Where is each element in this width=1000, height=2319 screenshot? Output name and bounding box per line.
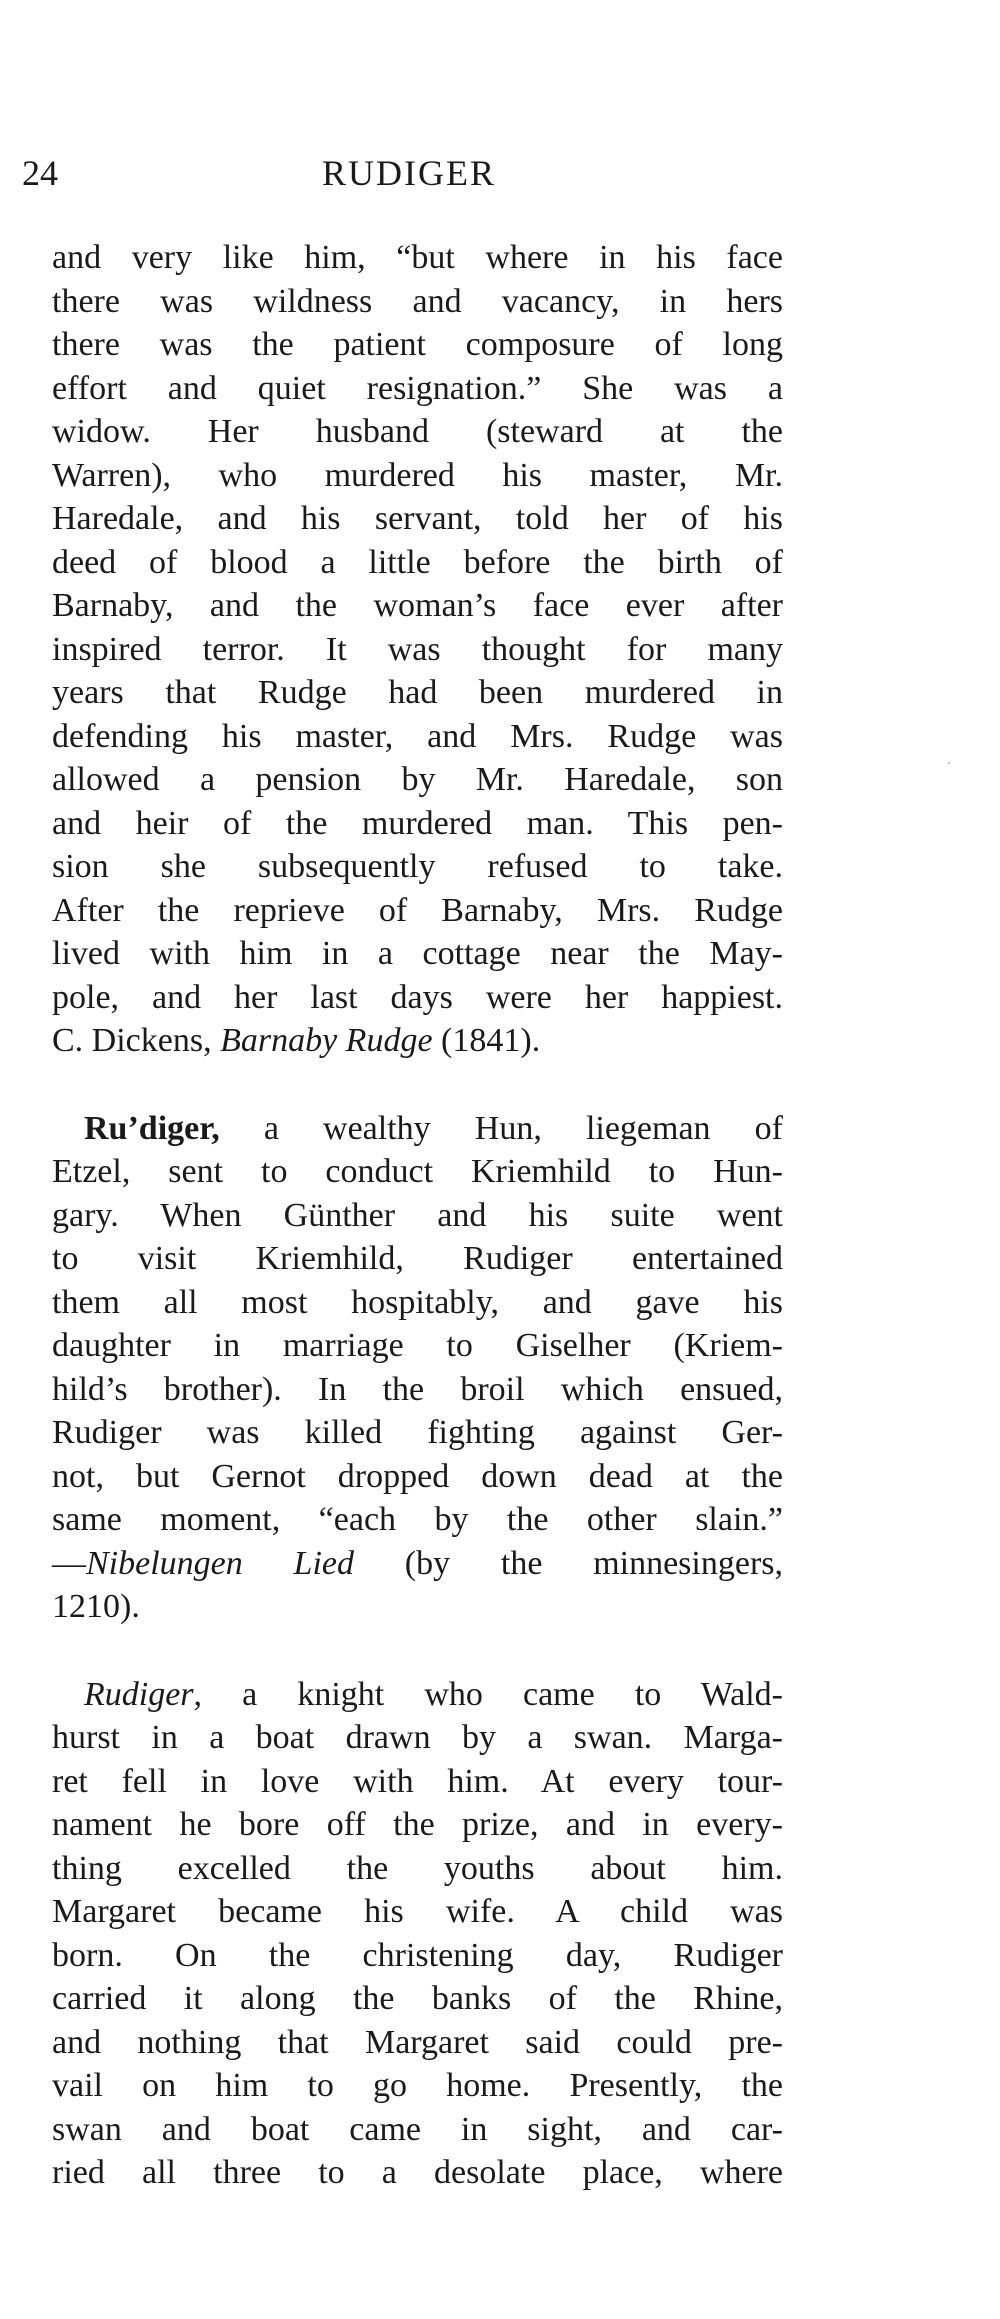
text-line: carried it along the banks of the Rhine, bbox=[52, 1980, 783, 2017]
paragraph-gap bbox=[52, 1629, 783, 1673]
text-block bbox=[52, 236, 783, 2195]
citation-work: Barnaby Rudge bbox=[220, 1022, 433, 1059]
text-line: inspired terror. It was thought for many bbox=[52, 630, 783, 668]
text-line: defending his master, and Mrs. Rudge was bbox=[52, 717, 783, 755]
text-line: daughter in marriage to Giselher (Kriem- bbox=[52, 1327, 783, 1364]
text-line: there was wildness and vacancy, in hers bbox=[52, 282, 783, 320]
text-line: and nothing that Margaret said could pre- bbox=[52, 2023, 783, 2061]
entry-barnaby-mother bbox=[52, 236, 783, 1063]
text-line: Etzel, sent to conduct Kriemhild to Hun- bbox=[52, 1153, 783, 1190]
running-title: RUDIGER bbox=[322, 153, 496, 193]
entry-rudiger-hun bbox=[52, 1107, 783, 1629]
text-line: Haredale, and his servant, told her of his bbox=[52, 500, 783, 537]
entry-first-line bbox=[52, 1673, 783, 1717]
text-line: Margaret became his wife. A child was bbox=[52, 1893, 783, 1930]
text-line: hild’s brother). In the broil which ensued, bbox=[52, 1370, 783, 1408]
text-line: same moment, “each by the other slain.” bbox=[52, 1501, 783, 1538]
paper-speck bbox=[948, 762, 950, 764]
text-line: lived with him in a cottage near the May- bbox=[52, 935, 783, 972]
text-line: Rudiger was killed fighting against Ger- bbox=[52, 1414, 783, 1451]
entry-first-line bbox=[52, 1107, 783, 1151]
paragraph-gap bbox=[52, 1063, 783, 1107]
text-line: born. On the christening day, Rudiger bbox=[52, 1936, 783, 1974]
citation-work: Nibelungen Lied bbox=[86, 1544, 354, 1582]
text-line: sion she subsequently refused to take. bbox=[52, 848, 783, 885]
text-line: allowed a pension by Mr. Haredale, son bbox=[52, 761, 783, 798]
citation-suffix: (by the minnesingers, bbox=[353, 1544, 783, 1582]
citation-prefix: C. Dickens, bbox=[52, 1022, 221, 1059]
text-line: swan and boat came in sight, and car- bbox=[52, 2110, 783, 2148]
text-line: effort and quiet resignation.” She was a bbox=[52, 369, 783, 407]
text-line: gary. When Günther and his suite went bbox=[52, 1196, 783, 1234]
text-line: to visit Kriemhild, Rudiger entertained bbox=[52, 1240, 783, 1277]
text-line: ried all three to a desolate place, where bbox=[52, 2154, 783, 2191]
text-run: a wealthy Hun, liegeman of bbox=[219, 1109, 783, 1147]
text-line: and heir of the murdered man. This pen- bbox=[52, 804, 783, 842]
text-line: hurst in a boat drawn by a swan. Marga- bbox=[52, 1719, 783, 1756]
citation-line bbox=[52, 1019, 783, 1063]
text-line: pole, and her last days were her happiest. bbox=[52, 978, 783, 1016]
text-line: them all most hospitably, and gave his bbox=[52, 1283, 783, 1321]
running-head bbox=[22, 148, 782, 198]
citation-line bbox=[52, 1542, 783, 1586]
text-line: deed of blood a little before the birth of bbox=[52, 543, 783, 581]
text-line: and very like him, “but where in his face bbox=[52, 239, 783, 276]
text-run: , a knight who came to Wald- bbox=[193, 1675, 783, 1713]
text-line: not, but Gernot dropped down dead at the bbox=[52, 1457, 783, 1495]
text-line: nament he bore off the prize, and in every- bbox=[52, 1806, 783, 1843]
headword: Ru’diger, bbox=[84, 1109, 220, 1147]
citation-last-line: 1210). bbox=[52, 1588, 140, 1625]
citation-suffix: (1841). bbox=[432, 1022, 541, 1059]
text-line: After the reprieve of Barnaby, Mrs. Rudge bbox=[52, 891, 783, 929]
text-line: Barnaby, and the woman’s face ever after bbox=[52, 587, 783, 624]
text-line: years that Rudge had been murdered in bbox=[52, 674, 783, 711]
page-number: 24 bbox=[22, 153, 58, 193]
entry-rudiger-knight bbox=[52, 1673, 783, 2195]
text-line: ret fell in love with him. At every tour- bbox=[52, 1762, 783, 1800]
text-line: there was the patient composure of long bbox=[52, 326, 783, 363]
text-line: thing excelled the youths about him. bbox=[52, 1849, 783, 1887]
citation-prefix: — bbox=[52, 1544, 86, 1582]
text-line: widow. Her husband (steward at the bbox=[52, 413, 783, 450]
headword: Rudiger bbox=[84, 1675, 194, 1713]
text-line: vail on him to go home. Presently, the bbox=[52, 2067, 783, 2104]
text-line: Warren), who murdered his master, Mr. bbox=[52, 456, 783, 494]
